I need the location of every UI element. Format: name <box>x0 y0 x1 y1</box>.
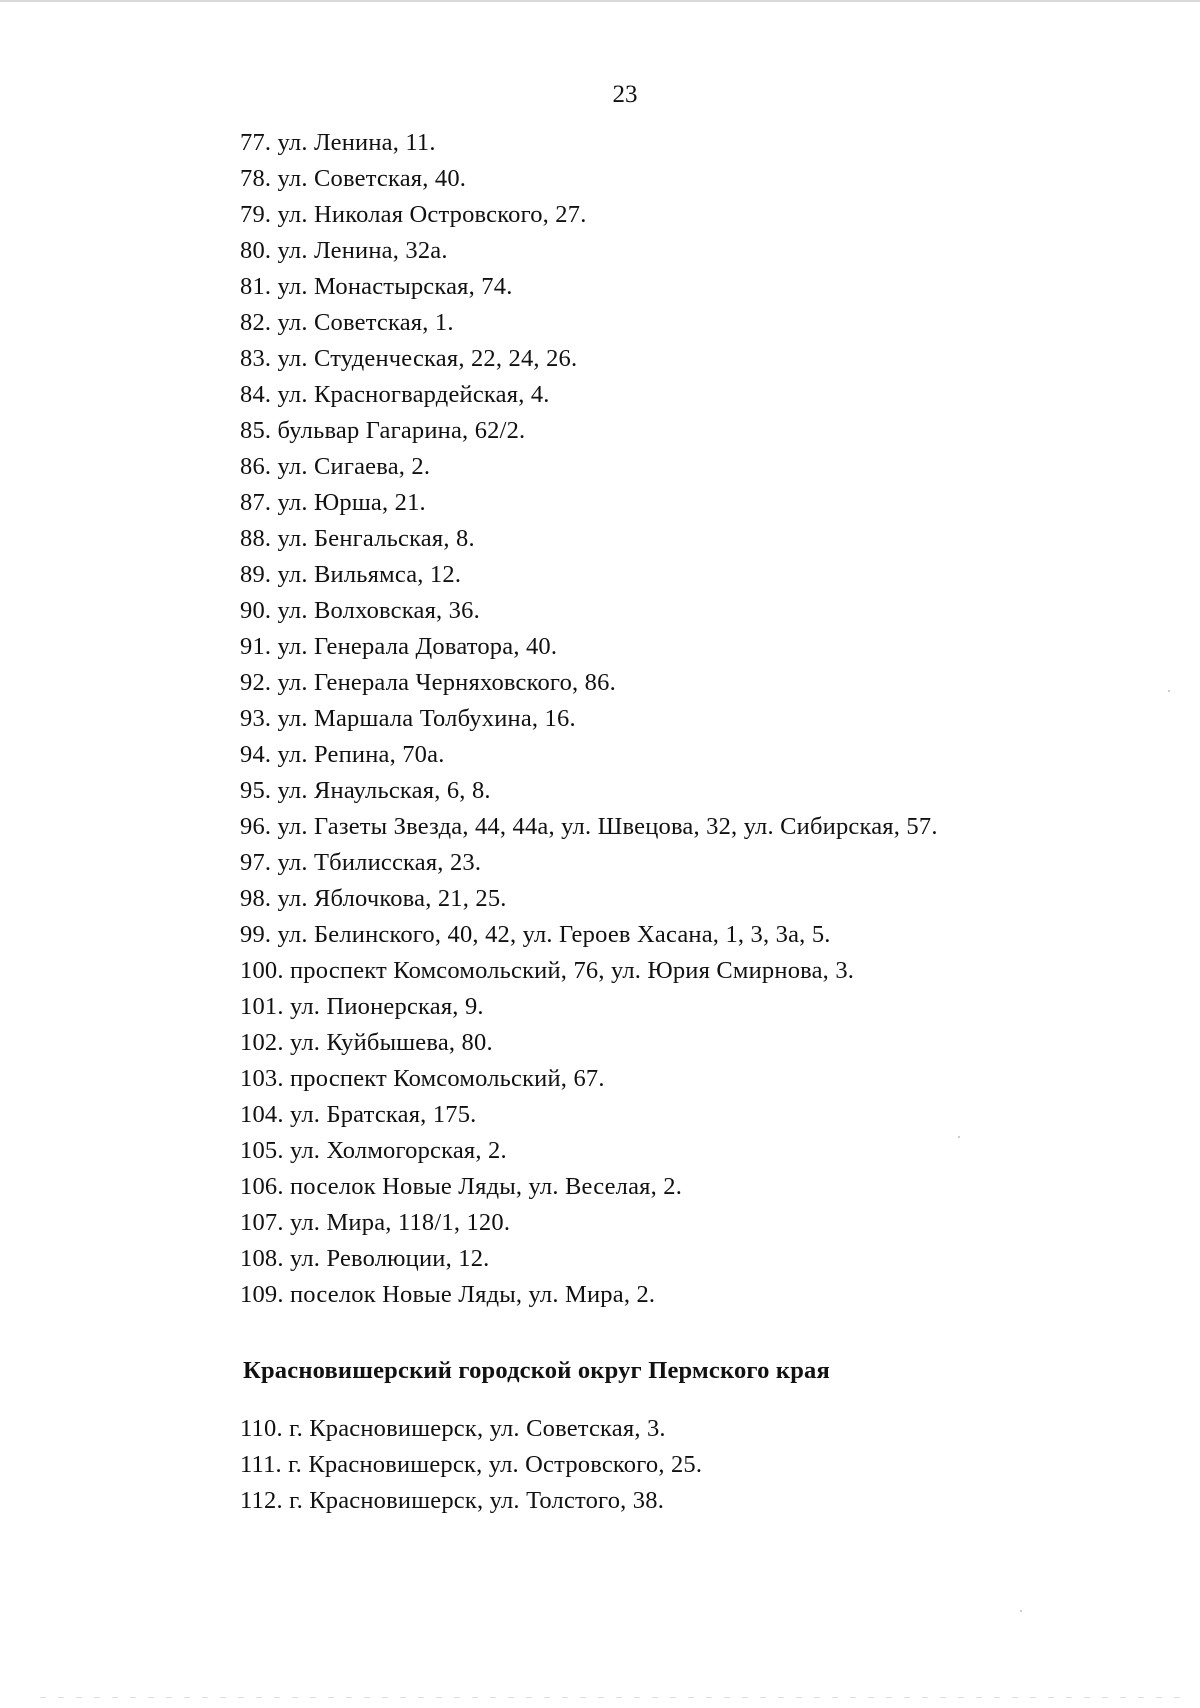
list-item: 111. г. Красновишерск, ул. Островского, 25. <box>240 1451 703 1478</box>
list-item: 112. г. Красновишерск, ул. Толстого, 38. <box>240 1487 665 1514</box>
list-item: 79. ул. Николая Островского, 27. <box>240 201 587 228</box>
list-item: 94. ул. Репина, 70а. <box>240 741 445 768</box>
list-item: 85. бульвар Гагарина, 62/2. <box>240 417 526 444</box>
list-item: 80. ул. Ленина, 32а. <box>240 237 448 264</box>
list-item: 82. ул. Советская, 1. <box>240 309 454 336</box>
list-item: 101. ул. Пионерская, 9. <box>240 993 484 1020</box>
list-item: 102. ул. Куйбышева, 80. <box>240 1029 493 1056</box>
list-item: 103. проспект Комсомольский, 67. <box>240 1065 605 1092</box>
list-item: 86. ул. Сигаева, 2. <box>240 453 431 480</box>
section-heading: Красновишерский городской округ Пермского края <box>243 1357 830 1384</box>
scan-speck <box>1168 690 1170 692</box>
list-item: 95. ул. Янаульская, 6, 8. <box>240 777 491 804</box>
address-list-part-1 <box>240 125 938 1313</box>
list-item: 104. ул. Братская, 175. <box>240 1101 477 1128</box>
list-item: 110. г. Красновишерск, ул. Советская, 3. <box>240 1415 666 1442</box>
list-item: 93. ул. Маршала Толбухина, 16. <box>240 705 576 732</box>
list-item: 89. ул. Вильямса, 12. <box>240 561 462 588</box>
list-item: 100. проспект Комсомольский, 76, ул. Юрия Смирнова, 3. <box>240 957 855 984</box>
list-item: 78. ул. Советская, 40. <box>240 165 467 192</box>
list-item: 87. ул. Юрша, 21. <box>240 489 426 516</box>
list-item: 91. ул. Генерала Доватора, 40. <box>240 633 558 660</box>
list-item: 77. ул. Ленина, 11. <box>240 129 436 156</box>
list-item: 98. ул. Яблочкова, 21, 25. <box>240 885 507 912</box>
list-item: 96. ул. Газеты Звезда, 44, 44а, ул. Швецова, 32, ул. Сибирская, 57. <box>240 813 938 840</box>
list-item: 97. ул. Тбилисская, 23. <box>240 849 482 876</box>
list-item: 108. ул. Революции, 12. <box>240 1245 490 1272</box>
address-list-part-2 <box>240 1411 702 1519</box>
list-item: 83. ул. Студенческая, 22, 24, 26. <box>240 345 578 372</box>
list-item: 109. поселок Новые Ляды, ул. Мира, 2. <box>240 1281 656 1308</box>
list-item: 90. ул. Волховская, 36. <box>240 597 480 624</box>
page-number: 23 <box>612 81 638 108</box>
scan-bottom-edge <box>40 1697 1180 1698</box>
scan-speck <box>958 1136 960 1138</box>
scan-speck <box>1020 1610 1022 1612</box>
list-item: 88. ул. Бенгальская, 8. <box>240 525 475 552</box>
list-item: 92. ул. Генерала Черняховского, 86. <box>240 669 616 696</box>
scan-top-edge <box>0 0 1200 2</box>
list-item: 84. ул. Красногвардейская, 4. <box>240 381 550 408</box>
list-item: 107. ул. Мира, 118/1, 120. <box>240 1209 511 1236</box>
list-item: 99. ул. Белинского, 40, 42, ул. Героев Хасана, 1, 3, 3а, 5. <box>240 921 831 948</box>
list-item: 105. ул. Холмогорская, 2. <box>240 1137 507 1164</box>
list-item: 106. поселок Новые Ляды, ул. Веселая, 2. <box>240 1173 683 1200</box>
list-item: 81. ул. Монастырская, 74. <box>240 273 513 300</box>
